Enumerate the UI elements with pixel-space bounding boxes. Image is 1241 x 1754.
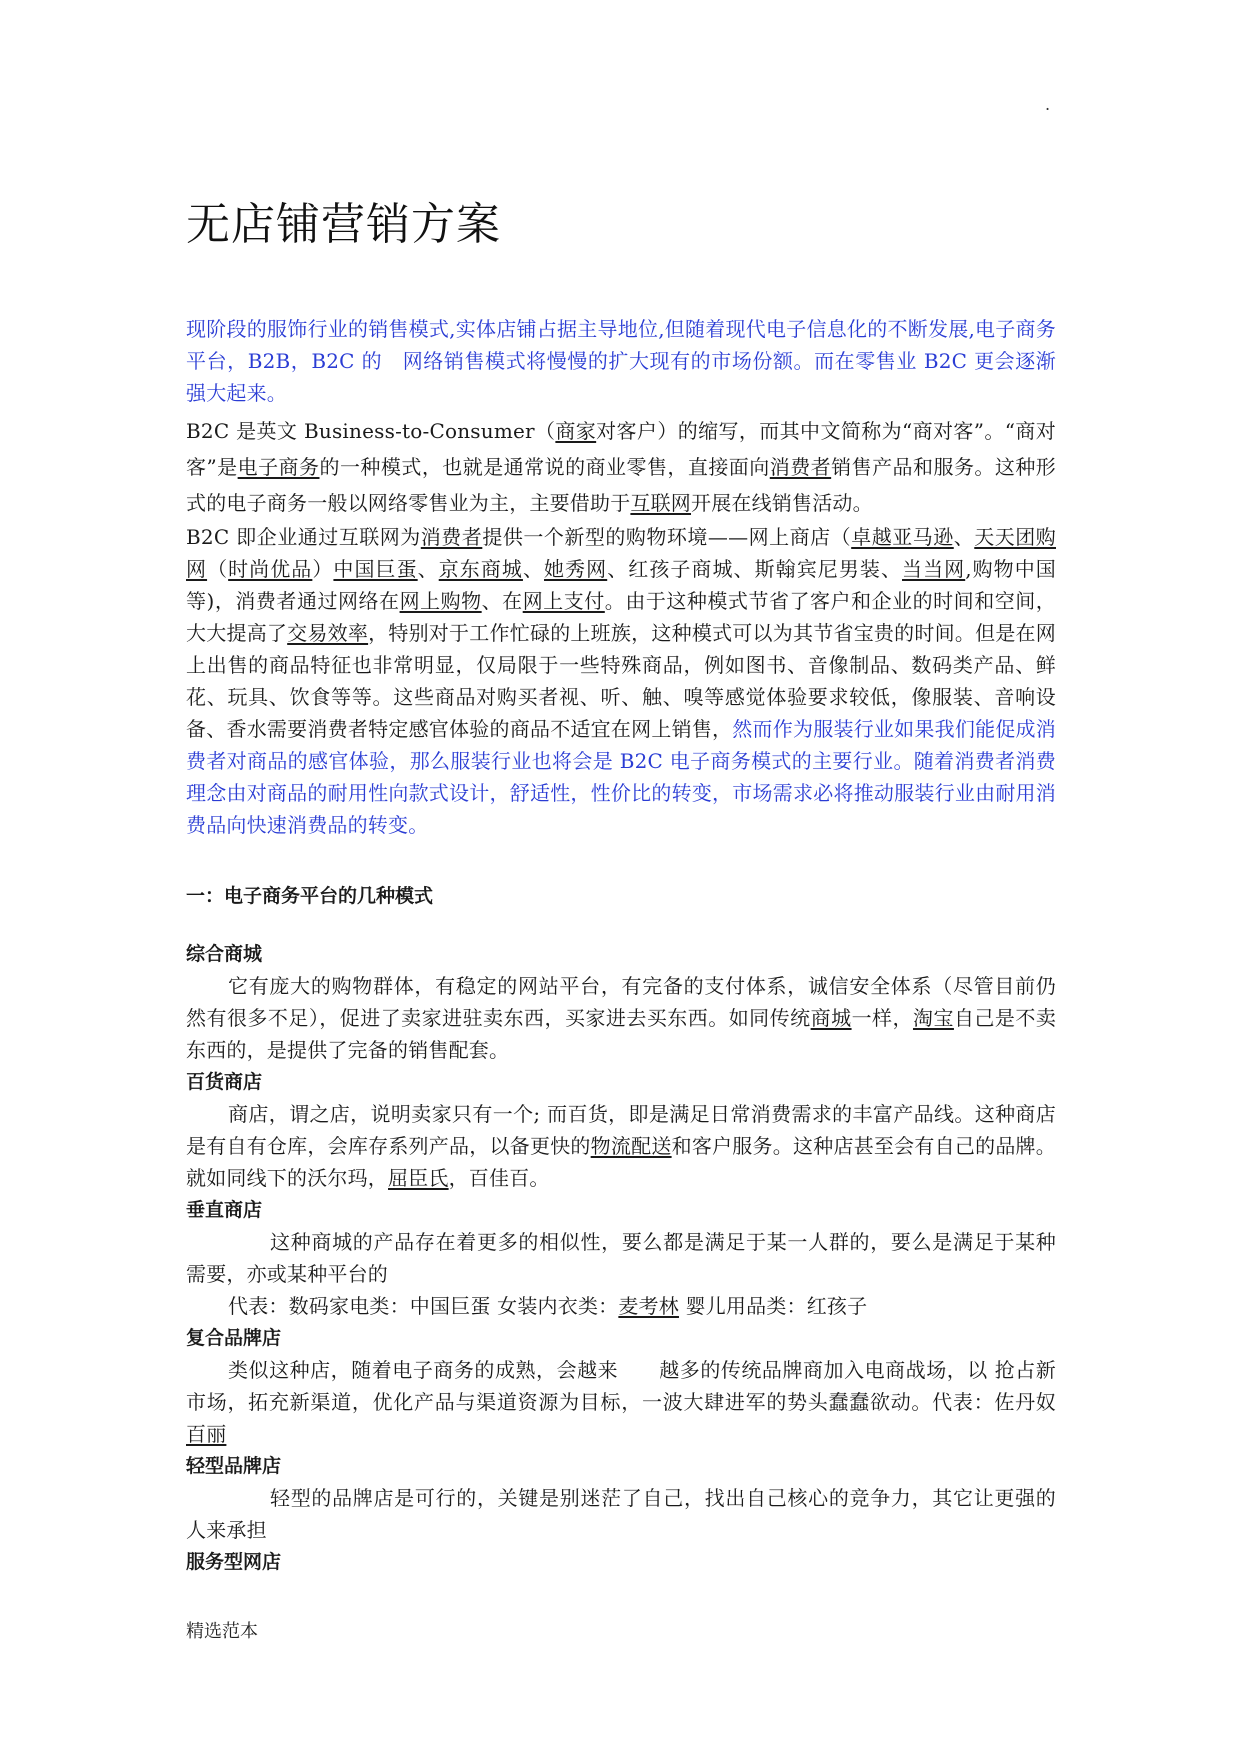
vertical-representatives	[186, 1290, 1056, 1322]
link-maikaolin[interactable]: 麦考林	[618, 1294, 679, 1318]
link-jingdong[interactable]: 京东商城	[438, 557, 523, 581]
subsection-heading-light: 轻型品牌店	[186, 1455, 282, 1477]
subsection-heading-composite: 复合品牌店	[186, 1327, 282, 1349]
text-run: ，特别对于工作忙碌的上班族，这种模式可以为其节省宝贵的时间。但是在网上出售的商品特征也非常明显，仅局限于一些特殊商品，例如图书、音像制品、数码类产品、鲜花、玩具、饮食等等。这些商品对购买者视、听、触、嗅等感觉体验要求较低，像服装、音响设备、香水需要消费者特定感官体验的商品不适宜在网上销售，	[186, 621, 1056, 741]
text-run: 婴儿用品类：红孩子	[678, 1294, 868, 1318]
b2c-definition-paragraph	[186, 413, 1056, 521]
text-run: ，百佳百。	[448, 1166, 550, 1190]
text-run: 、在	[481, 589, 523, 613]
text-run: 它有庞大的购物群体，有稳定的网站平台，有完备的支付体系，诚信安全体系（尽管目前仍然有很多不足），促进了卖家进驻卖东西，买家进去买东西。如同传统	[186, 974, 1056, 1030]
text-run: 、	[417, 557, 439, 581]
text-run: B2C 是英文 Business-to-Consumer（	[186, 419, 556, 443]
link-wangshanggouwu[interactable]: 网上购物	[399, 589, 482, 613]
text-run: 、红孩子商城、斯翰宾尼男装、	[607, 557, 903, 581]
intro-paragraph: 现阶段的服饰行业的销售模式,实体店铺占据主导地位,但随着现代电子信息化的不断发展,电子商务平台，B2B，B2C 的 网络销售模式将慢慢的扩大现有的市场份额。而在零售业 B2C 更会逐渐强大起来。	[186, 317, 1056, 405]
text-run: 。由于这种模式节省了客户和企业的时间和空间，大大提高了	[186, 589, 1056, 645]
link-quchenshi[interactable]: 屈臣氏	[388, 1166, 449, 1190]
link-jiaoyixiaolv[interactable]: 交易效率	[287, 621, 369, 645]
composite-paragraph	[186, 1354, 1056, 1450]
text-run: 销售产品和服务。这种形式的电子商务一般以网络零售业为主，主要借助于	[186, 455, 1057, 515]
link-wuliupeisong[interactable]: 物流配送	[590, 1134, 672, 1158]
subsection-heading-department: 百货商店	[186, 1071, 263, 1093]
text-run: ,购物中国等)，消费者通过网络在	[186, 557, 1056, 613]
subsection-heading-comprehensive: 综合商城	[186, 943, 263, 965]
link-shangcheng[interactable]: 商城	[810, 1006, 852, 1030]
text-run: 代表：数码家电类：中国巨蛋 女装内衣类：	[228, 1294, 619, 1318]
comprehensive-paragraph	[186, 970, 1056, 1066]
text-run: 类似这种店，随着电子商务的成熟，会越来 越多的传统品牌商加入电商战场，以 抢占新市场，拓充新渠道，优化产品与渠道资源为目标，一波大肆进军的势头蠢蠢欲动。代表：佐丹奴	[186, 1358, 1056, 1414]
page-footer: 精选范本	[186, 1621, 258, 1642]
text-run: 的一种模式，也就是通常说的商业零售，直接面向	[319, 455, 770, 479]
link-wangshangzhifu[interactable]: 网上支付	[522, 589, 605, 613]
text-run: 自己是不卖东西的，是提供了完备的销售配套。	[186, 1006, 1057, 1062]
link-xiaofeizhe-2[interactable]: 消费者	[420, 525, 483, 549]
subsection-heading-service: 服务型网店	[186, 1551, 282, 1573]
light-paragraph: 轻型的品牌店是可行的，关键是别迷茫了自己，找出自己核心的竞争力，其它让更强的人来承担	[186, 1486, 1056, 1542]
link-tiantiantuangou[interactable]: 天天团购网	[186, 525, 1056, 581]
text-run: 提供一个新型的购物环境——网上商店（	[482, 525, 852, 549]
text-run: （	[207, 557, 229, 581]
header-mark: .	[1045, 95, 1051, 114]
section-heading: 一：电子商务平台的几种模式	[186, 885, 434, 907]
text-run: 对客户）的缩写，而其中文简称为“商对客”。“商对客”是	[186, 419, 1056, 479]
text-run: 开展在线销售活动。	[691, 491, 873, 515]
link-taxiuwang[interactable]: 她秀网	[544, 557, 608, 581]
document-body	[186, 313, 1056, 1578]
highlight-text: 然而作为服装行业如果我们能促成消费者对商品的感官体验，那么服装行业也将会是 B2C 电子商务模式的主要行业。随着消费者消费理念由对商品的耐用性向款式设计，舒适性，性价比的转变，市场需求必将推动服装行业由耐用消费品向快速消费品的转变。	[186, 717, 1056, 837]
link-hulianwang[interactable]: 互联网	[630, 491, 692, 515]
b2c-description-paragraph	[186, 521, 1056, 841]
text-run: 、	[522, 557, 545, 581]
link-taobao[interactable]: 淘宝	[912, 1006, 954, 1030]
link-baili[interactable]: 百丽	[186, 1422, 227, 1446]
link-xiaofeizhe[interactable]: 消费者	[769, 455, 832, 479]
text-run: ）	[312, 557, 334, 581]
subsection-heading-vertical: 垂直商店	[186, 1199, 263, 1221]
link-shishangyoupin[interactable]: 时尚优品	[228, 557, 313, 581]
link-dangdang[interactable]: 当当网	[902, 557, 966, 581]
vertical-paragraph: 这种商城的产品存在着更多的相似性，要么都是满足于某一人群的，要么是满足于某种需要，亦或某种平台的	[186, 1230, 1056, 1286]
link-zhongguojudan[interactable]: 中国巨蛋	[333, 557, 418, 581]
text-run: 商店，谓之店，说明卖家只有一个; 而百货，即是满足日常消费需求的丰富产品线。这种商店是有自有仓库，会库存系列产品，以备更快的	[186, 1102, 1056, 1158]
text-run: 、	[953, 525, 975, 549]
text-run: B2C 即企业通过互联网为	[186, 525, 421, 549]
page-title: 无店铺营销方案	[186, 199, 501, 250]
text-run: 一样，	[851, 1006, 913, 1030]
link-shangjia[interactable]: 商家	[555, 419, 597, 443]
link-zhuoyue-amazon[interactable]: 卓越亚马逊	[851, 525, 954, 549]
department-paragraph	[186, 1098, 1056, 1194]
text-run: 和客户服务。这种店甚至会有自己的品牌。就如同线下的沃尔玛，	[186, 1134, 1056, 1190]
link-dianzishangwu[interactable]: 电子商务	[237, 455, 320, 479]
